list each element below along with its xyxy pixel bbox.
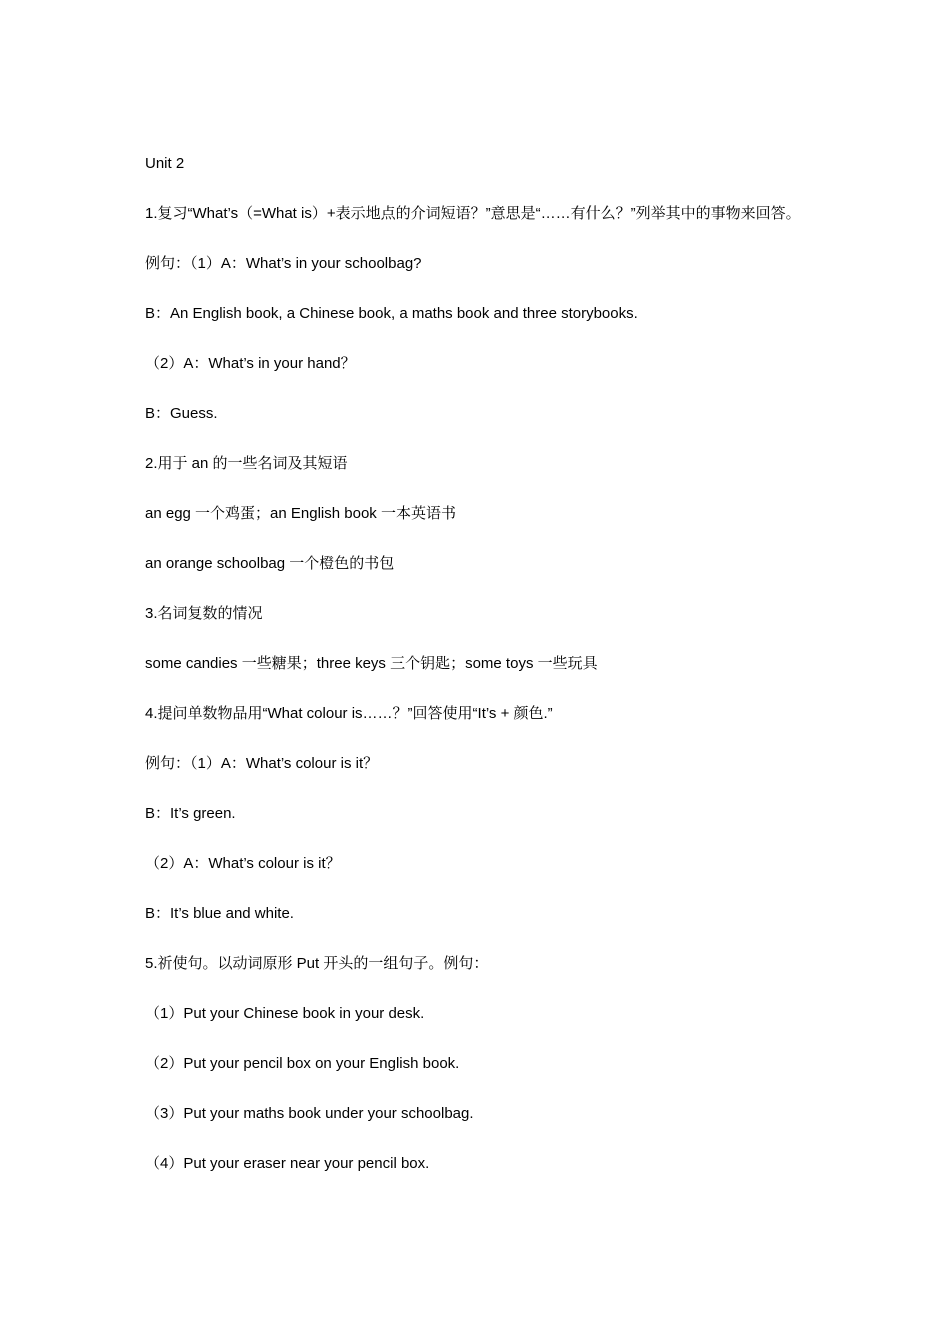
point-4-heading: 4.提问单数物品用“What colour is……？”回答使用“It’s + 颜色.” <box>145 705 553 722</box>
point-5-heading: 5.祈使句。以动词原形 Put 开头的一组句子。例句： <box>145 955 489 972</box>
example-line: B：It’s blue and white. <box>145 905 294 922</box>
example-line: B：Guess. <box>145 405 218 422</box>
phrase-line: an orange schoolbag 一个橙色的书包 <box>145 555 395 572</box>
unit-title: Unit 2 <box>145 155 185 172</box>
example-line: B：It’s green. <box>145 805 236 822</box>
document-body <box>145 151 815 1201</box>
example-line: 例句：（1）A：What’s colour is it？ <box>145 755 379 772</box>
example-line: （4）Put your eraser near your pencil box. <box>145 1155 430 1172</box>
example-line: （2）A：What’s colour is it？ <box>145 855 341 872</box>
point-2-heading: 2.用于 an 的一些名词及其短语 <box>145 455 348 472</box>
example-line: （1）Put your Chinese book in your desk. <box>145 1005 425 1022</box>
example-line: （2）A：What’s in your hand？ <box>145 355 356 372</box>
example-line: （2）Put your pencil box on your English book. <box>145 1055 460 1072</box>
phrase-line: some candies 一些糖果；three keys 三个钥匙；some toys 一些玩具 <box>145 655 598 672</box>
phrase-line: an egg 一个鸡蛋；an English book 一本英语书 <box>145 505 456 522</box>
example-line: B：An English book, a Chinese book, a maths book and three storybooks. <box>145 305 638 322</box>
point-1-heading: 1.复习“What’s（=What is）+表示地点的介词短语？”意思是“……有什么？”列举其中的事物来回答。 <box>145 205 801 222</box>
example-line: （3）Put your maths book under your schoolbag. <box>145 1105 474 1122</box>
point-3-heading: 3.名词复数的情况 <box>145 605 263 622</box>
example-line: 例句：（1）A：What’s in your schoolbag? <box>145 255 422 272</box>
